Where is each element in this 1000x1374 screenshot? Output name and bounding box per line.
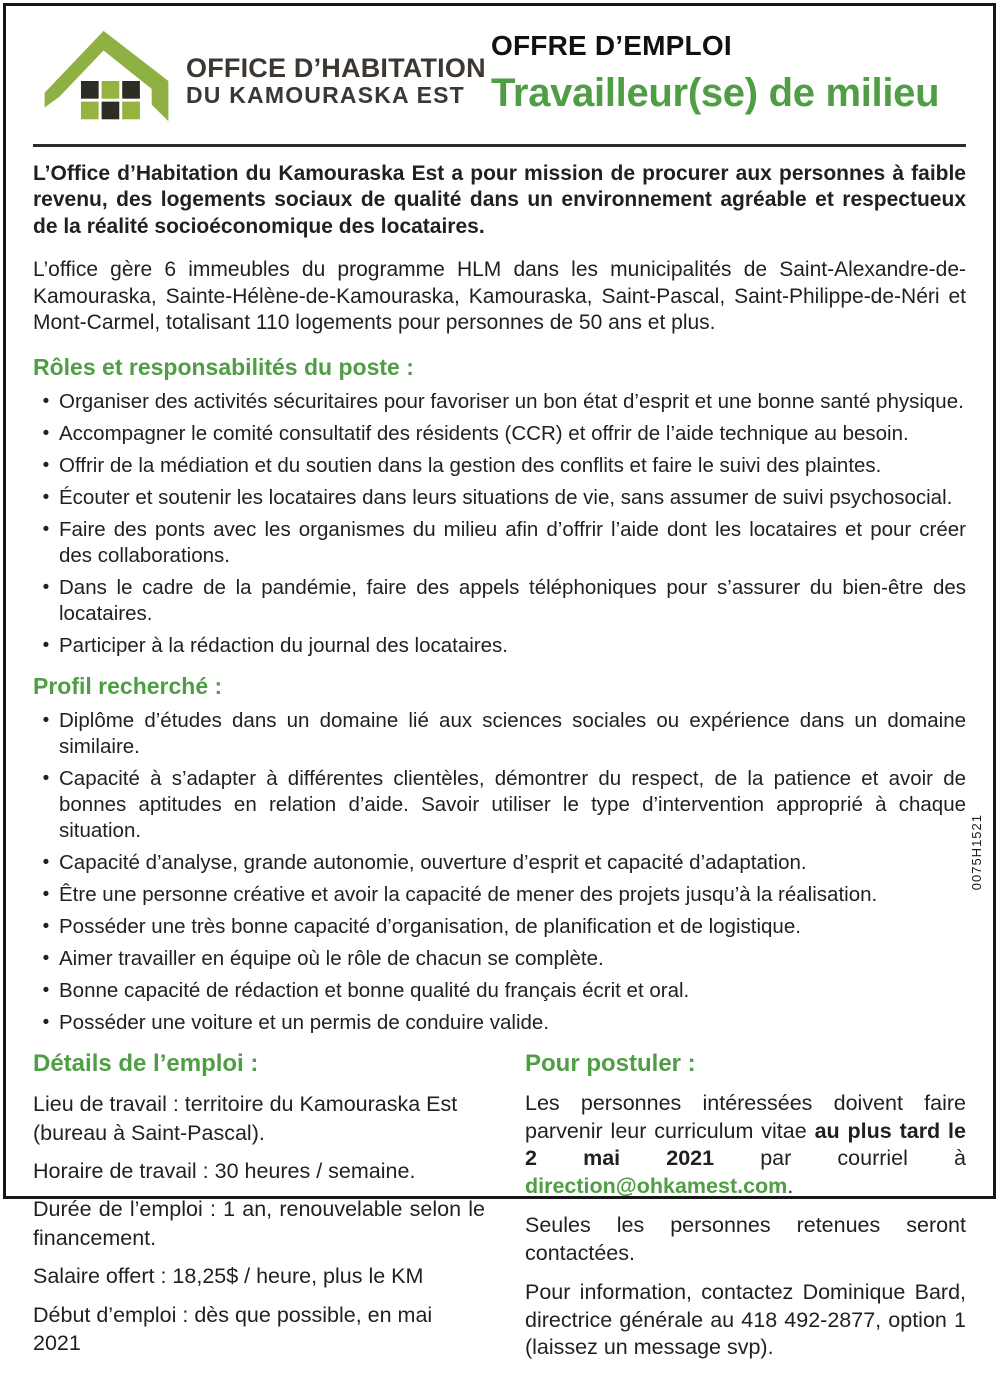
apply-section bbox=[525, 1050, 966, 1374]
roles-list-item bbox=[33, 633, 966, 659]
profile-heading: Profil recherché : bbox=[33, 673, 223, 699]
apply-instructions bbox=[525, 1090, 966, 1200]
overview-paragraph: L’office gère 6 immeubles du programme HLM dans les municipalités de Saint-Alexandre-de-Kamouraska, Sainte-Hélène-de-Kamouraska, Kamouraska, Saint-Pascal, Saint-Philippe-de-Néri et Mont-Carmel, totalisant 110 logements pour personnes de 50 ans et plus. bbox=[33, 258, 966, 335]
bullet-icon: • bbox=[42, 768, 50, 790]
org-name bbox=[186, 54, 486, 109]
bullet-icon: • bbox=[42, 634, 50, 656]
profile-item-text: Capacité d’analyse, grande autonomie, ouverture d’esprit et capacité d’adaptation. bbox=[59, 851, 807, 875]
bullet-icon: • bbox=[42, 518, 50, 540]
detail-schedule: Horaire de travail : 30 heures / semaine. bbox=[33, 1159, 416, 1184]
detail-duration: Durée de l’emploi : 1 an, renouvelable selon le financement. bbox=[33, 1197, 485, 1250]
bullet-icon: • bbox=[42, 710, 50, 731]
apply-heading: Pour postuler : bbox=[525, 1050, 696, 1078]
profile-item-text: Diplôme d’études dans un domaine lié aux sciences sociales ou expérience dans un domaine similaire. bbox=[59, 709, 966, 759]
ad-reference-code: 0075H1521 bbox=[969, 814, 984, 891]
apply-contact: Pour information, contactez Dominique Bard, directrice générale au 418 492-2877, option 1 (laissez un message svp). bbox=[525, 1280, 966, 1360]
roles-list-item bbox=[33, 421, 966, 447]
house-logo-icon bbox=[39, 26, 174, 136]
apply-deadline: au plus tard le 2 mai 2021 bbox=[525, 1118, 966, 1171]
job-ad-sheet bbox=[3, 3, 996, 1360]
roles-item-text: Écouter et soutenir les locataires dans leurs situations de vie, sans assumer de suivi psychosocial. bbox=[59, 485, 953, 509]
job-details-section bbox=[33, 1050, 485, 1374]
roles-list-item bbox=[33, 453, 966, 479]
profile-list-item bbox=[33, 708, 966, 760]
bullet-icon: • bbox=[42, 884, 50, 906]
profile-list-item bbox=[33, 914, 966, 940]
roles-item-text: Faire des ponts avec les organismes du milieu afin d’offrir l’aide dont les locataires et pour créer des collaborations. bbox=[59, 517, 966, 567]
profile-list-item bbox=[33, 978, 966, 1004]
profile-item-text: Être une personne créative et avoir la capacité de mener des projets jusqu’à la réalisation. bbox=[59, 883, 878, 907]
bullet-icon: • bbox=[42, 454, 50, 476]
bullet-icon: • bbox=[42, 948, 50, 970]
org-name-line1: OFFICE D’HABITATION bbox=[186, 52, 486, 83]
header bbox=[33, 26, 966, 138]
profile-item-text: Capacité à s’adapter à différentes clientèles, démontrer du respect, de la patience et avoir de bonnes aptitudes en relation d’aide. Savoir utiliser le type d’intervention approprié à chaque situation. bbox=[59, 767, 966, 843]
roles-list-item bbox=[33, 575, 966, 627]
roles-item-text: Offrir de la médiation et du soutien dans la gestion des conflits et faire le suivi des plaintes. bbox=[59, 453, 882, 477]
profile-list-item bbox=[33, 850, 966, 876]
roles-item-text: Dans le cadre de la pandémie, faire des appels téléphoniques pour s’assurer du bien-être des locataires. bbox=[59, 575, 966, 625]
profile-item-text: Aimer travailler en équipe où le rôle de chacun se complète. bbox=[59, 947, 604, 971]
bottom-columns bbox=[33, 1050, 966, 1374]
bullet-icon: • bbox=[42, 916, 50, 938]
roles-list-item bbox=[33, 389, 966, 415]
roles-list bbox=[33, 389, 966, 659]
profile-item-text: Posséder une voiture et un permis de conduire valide. bbox=[59, 1011, 550, 1035]
header-divider bbox=[33, 144, 966, 147]
roles-item-text: Participer à la rédaction du journal des locataires. bbox=[59, 633, 508, 657]
apply-text-before: Les personnes intéressées doivent faire parvenir leur curriculum vitae bbox=[525, 1091, 966, 1143]
offer-kicker: OFFRE D’EMPLOI bbox=[491, 30, 732, 61]
detail-salary: Salaire offert : 18,25$ / heure, plus le KM bbox=[33, 1264, 424, 1289]
roles-heading: Rôles et responsabilités du poste : bbox=[33, 353, 414, 380]
profile-list-item bbox=[33, 766, 966, 844]
detail-start: Début d’emploi : dès que possible, en mai 2021 bbox=[33, 1302, 433, 1355]
profile-item-text: Bonne capacité de rédaction et bonne qualité du français écrit et oral. bbox=[59, 979, 690, 1003]
roles-list-item bbox=[33, 485, 966, 511]
profile-list bbox=[33, 708, 966, 1036]
detail-location: Lieu de travail : territoire du Kamouraska Est (bureau à Saint-Pascal). bbox=[33, 1092, 458, 1145]
email-link[interactable]: direction@ohkamest.com bbox=[525, 1173, 788, 1198]
bullet-icon: • bbox=[42, 852, 50, 874]
details-heading: Détails de l’emploi : bbox=[33, 1050, 259, 1078]
bullet-icon: • bbox=[42, 422, 50, 444]
bullet-icon: • bbox=[42, 576, 50, 598]
profile-list-item bbox=[33, 882, 966, 908]
roles-item-text: Accompagner le comité consultatif des résidents (CCR) et offrir de l’aide technique au besoin. bbox=[59, 421, 909, 445]
bullet-icon: • bbox=[42, 1012, 50, 1034]
roles-list-item bbox=[33, 517, 966, 569]
org-name-line2: DU KAMOURASKA EST bbox=[186, 81, 465, 108]
bullet-icon: • bbox=[42, 980, 50, 1002]
apply-text-after: . bbox=[787, 1173, 794, 1198]
page-title: Travailleur(se) de milieu bbox=[491, 71, 940, 115]
apply-text-mid: par courriel à bbox=[714, 1146, 966, 1171]
org-logo bbox=[39, 26, 486, 136]
bullet-icon: • bbox=[42, 486, 50, 508]
profile-item-text: Posséder une très bonne capacité d’organisation, de planification et de logistique. bbox=[59, 915, 801, 939]
apply-note: Seules les personnes retenues seront contactées. bbox=[525, 1213, 966, 1265]
title-block bbox=[491, 30, 939, 116]
roles-item-text: Organiser des activités sécuritaires pour favoriser un bon état d’esprit et une bonne santé physique. bbox=[59, 389, 964, 413]
profile-list-item bbox=[33, 1010, 966, 1036]
bullet-icon: • bbox=[42, 390, 50, 412]
mission-paragraph: L’Office d’Habitation du Kamouraska Est a pour mission de procurer aux personnes à faible revenu, des logements sociaux de qualité dans un environnement agréable et respectueux de la réalité socioéconomique des locataires. bbox=[33, 162, 966, 238]
profile-list-item bbox=[33, 946, 966, 972]
